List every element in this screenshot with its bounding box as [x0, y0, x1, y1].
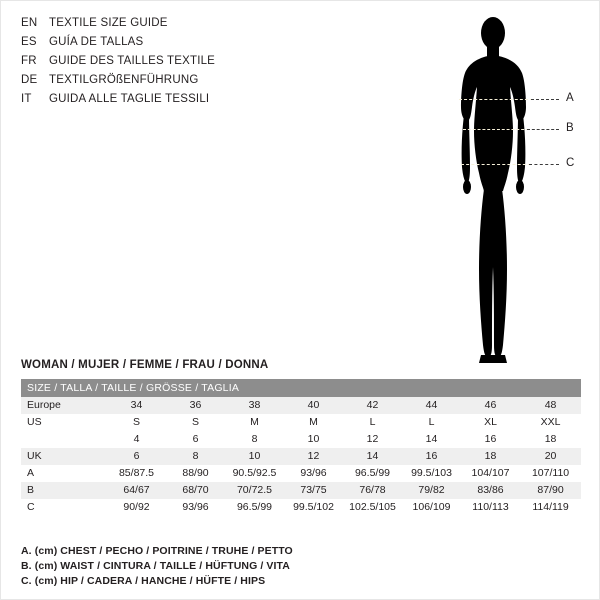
measurement-notes: [21, 544, 581, 589]
cell: S: [107, 414, 166, 431]
table-row-uk: [21, 448, 581, 465]
language-text-de: TEXTILGRÖßENFÜHRUNG: [49, 74, 199, 86]
table-row-us-numbers: [21, 431, 581, 448]
cell: 4: [107, 431, 166, 448]
row-label-a: A: [21, 465, 107, 482]
cell: L: [343, 414, 402, 431]
cell: 87/90: [520, 482, 581, 499]
cell: 106/109: [402, 499, 461, 516]
cell: 40: [284, 397, 343, 414]
size-table: [21, 379, 581, 516]
cell: 102.5/105: [343, 499, 402, 516]
cell: 14: [343, 448, 402, 465]
language-row-it: [21, 93, 321, 112]
row-label-europe: Europe: [21, 397, 107, 414]
language-code-en: EN: [21, 17, 38, 29]
cell: 46: [461, 397, 520, 414]
cell: 18: [520, 431, 581, 448]
cell: 8: [225, 431, 284, 448]
cell: 107/110: [520, 465, 581, 482]
cell: 14: [402, 431, 461, 448]
cell: 104/107: [461, 465, 520, 482]
cell: 93/96: [284, 465, 343, 482]
language-row-en: [21, 17, 321, 36]
cell: 73/75: [284, 482, 343, 499]
cell: 83/86: [461, 482, 520, 499]
measure-line-b-lead: [527, 129, 559, 130]
measure-line-b-body: [463, 129, 529, 130]
measure-line-c-lead: [529, 164, 559, 165]
cell: XXL: [520, 414, 581, 431]
row-label-uk: UK: [21, 448, 107, 465]
cell: 76/78: [343, 482, 402, 499]
cell: 68/70: [166, 482, 225, 499]
cell: 93/96: [166, 499, 225, 516]
table-row-b: [21, 482, 581, 499]
cell: 42: [343, 397, 402, 414]
cell: 12: [343, 431, 402, 448]
table-header-label: SIZE / TALLA / TAILLE / GRÖSSE / TAGLIA: [21, 379, 581, 397]
cell: 16: [402, 448, 461, 465]
cell: 90.5/92.5: [225, 465, 284, 482]
cell: 88/90: [166, 465, 225, 482]
cell: 90/92: [107, 499, 166, 516]
language-code-es: ES: [21, 36, 37, 48]
language-list: [21, 17, 321, 112]
female-body-figure: [431, 11, 591, 371]
cell: 36: [166, 397, 225, 414]
language-code-de: DE: [21, 74, 38, 86]
cell: 79/82: [402, 482, 461, 499]
measure-label-b: B: [566, 122, 574, 134]
cell: 20: [520, 448, 581, 465]
cell: 99.5/103: [402, 465, 461, 482]
table-header-row: [21, 379, 581, 397]
cell: 85/87.5: [107, 465, 166, 482]
measure-line-a-lead: [531, 99, 559, 100]
row-label-blank: [21, 431, 107, 448]
cell: 18: [461, 448, 520, 465]
table-row-a: [21, 465, 581, 482]
language-code-fr: FR: [21, 55, 37, 67]
language-row-es: [21, 36, 321, 55]
cell: 10: [225, 448, 284, 465]
language-row-fr: [21, 55, 321, 74]
note-c: C. (cm) HIP / CADERA / HANCHE / HÜFTE / HIPS: [21, 575, 266, 587]
cell: 12: [284, 448, 343, 465]
cell: 96.5/99: [225, 499, 284, 516]
table-row-us-letters: [21, 414, 581, 431]
cell: 38: [225, 397, 284, 414]
cell: 48: [520, 397, 581, 414]
language-text-fr: GUIDE DES TAILLES TEXTILE: [49, 55, 216, 67]
size-table-wrap: [21, 379, 581, 516]
language-text-en: TEXTILE SIZE GUIDE: [49, 17, 168, 29]
cell: 99.5/102: [284, 499, 343, 516]
note-a: A. (cm) CHEST / PECHO / POITRINE / TRUHE / PETTO: [21, 545, 293, 557]
cell: M: [225, 414, 284, 431]
language-text-es: GUÍA DE TALLAS: [49, 36, 144, 48]
table-row-c: [21, 499, 581, 516]
cell: L: [402, 414, 461, 431]
cell: 34: [107, 397, 166, 414]
cell: 64/67: [107, 482, 166, 499]
cell: 114/119: [520, 499, 581, 516]
table-row-europe: [21, 397, 581, 414]
measure-line-a-body: [459, 99, 533, 100]
row-label-c: C: [21, 499, 107, 516]
cell: 44: [402, 397, 461, 414]
language-row-de: [21, 74, 321, 93]
row-label-us: US: [21, 414, 107, 431]
cell: M: [284, 414, 343, 431]
note-b: B. (cm) WAIST / CINTURA / TAILLE / HÜFTUNG / VITA: [21, 560, 290, 572]
cell: 6: [166, 431, 225, 448]
cell: 110/113: [461, 499, 520, 516]
female-silhouette-icon: [431, 11, 591, 371]
cell: 6: [107, 448, 166, 465]
measure-line-c-body: [461, 164, 531, 165]
cell: S: [166, 414, 225, 431]
cell: 96.5/99: [343, 465, 402, 482]
language-code-it: IT: [21, 93, 32, 105]
measure-label-c: C: [566, 157, 575, 169]
cell: 8: [166, 448, 225, 465]
cell: XL: [461, 414, 520, 431]
cell: 10: [284, 431, 343, 448]
row-label-b: B: [21, 482, 107, 499]
measure-label-a: A: [566, 92, 574, 104]
section-title-woman: WOMAN / MUJER / FEMME / FRAU / DONNA: [21, 359, 269, 371]
cell: 70/72.5: [225, 482, 284, 499]
language-text-it: GUIDA ALLE TAGLIE TESSILI: [49, 93, 210, 105]
cell: 16: [461, 431, 520, 448]
